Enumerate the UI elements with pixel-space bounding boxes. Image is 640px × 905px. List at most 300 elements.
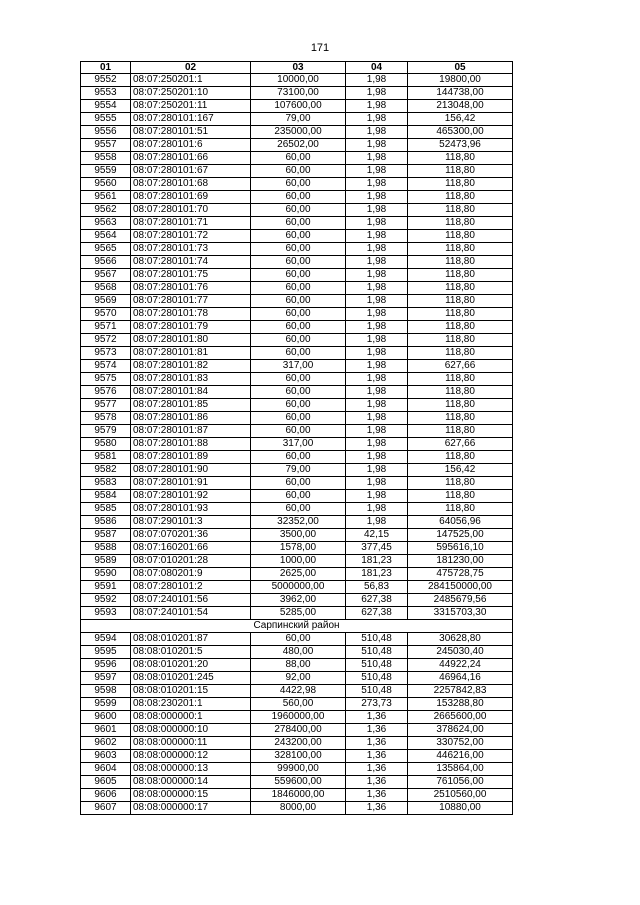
table-row	[81, 516, 513, 529]
table-row	[81, 113, 513, 126]
table-row	[81, 425, 513, 438]
table-cell-col-3: 60,00	[251, 373, 346, 386]
table-cell-col-4: 1,98	[346, 165, 408, 178]
table-cell-col-5: 181230,00	[408, 555, 513, 568]
table-row	[81, 763, 513, 776]
table-row	[81, 360, 513, 373]
table-cell-col-3: 5285,00	[251, 607, 346, 620]
table-cell-col-5: 147525,00	[408, 529, 513, 542]
table-cell-col-2: 08:08:000000:1	[131, 711, 251, 724]
table-row	[81, 152, 513, 165]
table-cell-col-5: 2485679,56	[408, 594, 513, 607]
table-cell-col-5: 627,66	[408, 360, 513, 373]
table-cell-col-1: 9574	[81, 360, 131, 373]
table-row	[81, 87, 513, 100]
table-cell-col-1: 9592	[81, 594, 131, 607]
table-cell-col-4: 1,98	[346, 282, 408, 295]
table-cell-col-1: 9582	[81, 464, 131, 477]
table-cell-col-3: 60,00	[251, 165, 346, 178]
table-cell-col-2: 08:07:280101:87	[131, 425, 251, 438]
section-title: Сарпинский район	[81, 620, 513, 633]
table-cell-col-4: 1,98	[346, 100, 408, 113]
table-row	[81, 659, 513, 672]
table-cell-col-1: 9552	[81, 74, 131, 87]
table-cell-col-1: 9555	[81, 113, 131, 126]
table-cell-col-2: 08:07:280101:91	[131, 477, 251, 490]
table-cell-col-5: 118,80	[408, 165, 513, 178]
table-cell-col-5: 118,80	[408, 334, 513, 347]
table-cell-col-3: 79,00	[251, 464, 346, 477]
table-row	[81, 295, 513, 308]
table-cell-col-4: 627,38	[346, 607, 408, 620]
table-cell-col-3: 60,00	[251, 321, 346, 334]
table-cell-col-3: 60,00	[251, 451, 346, 464]
table-cell-col-2: 08:07:280101:79	[131, 321, 251, 334]
table-cell-col-2: 08:08:010201:245	[131, 672, 251, 685]
table-cell-col-2: 08:08:010201:5	[131, 646, 251, 659]
table-cell-col-1: 9581	[81, 451, 131, 464]
section-row	[81, 620, 513, 633]
table-cell-col-3: 4422,98	[251, 685, 346, 698]
table-row	[81, 412, 513, 425]
table-cell-col-2: 08:07:010201:28	[131, 555, 251, 568]
table-cell-col-1: 9605	[81, 776, 131, 789]
table-cell-col-1: 9589	[81, 555, 131, 568]
table-cell-col-3: 79,00	[251, 113, 346, 126]
table-cell-col-1: 9553	[81, 87, 131, 100]
table-cell-col-1: 9596	[81, 659, 131, 672]
table-cell-col-1: 9584	[81, 490, 131, 503]
table-cell-col-5: 118,80	[408, 295, 513, 308]
table-cell-col-5: 44922,24	[408, 659, 513, 672]
table-cell-col-4: 1,98	[346, 386, 408, 399]
table-cell-col-3: 278400,00	[251, 724, 346, 737]
table-cell-col-1: 9565	[81, 243, 131, 256]
table-cell-col-3: 60,00	[251, 503, 346, 516]
table-cell-col-1: 9591	[81, 581, 131, 594]
table-cell-col-1: 9587	[81, 529, 131, 542]
table-cell-col-3: 3500,00	[251, 529, 346, 542]
table-cell-col-2: 08:07:280101:51	[131, 126, 251, 139]
table-cell-col-5: 118,80	[408, 425, 513, 438]
table-cell-col-3: 3962,00	[251, 594, 346, 607]
table-cell-col-4: 510,48	[346, 646, 408, 659]
column-header-05: 05	[408, 62, 513, 74]
table-cell-col-2: 08:07:280101:75	[131, 269, 251, 282]
table-cell-col-3: 480,00	[251, 646, 346, 659]
table-cell-col-2: 08:07:290101:3	[131, 516, 251, 529]
table-cell-col-3: 1960000,00	[251, 711, 346, 724]
table-cell-col-5: 19800,00	[408, 74, 513, 87]
table-cell-col-2: 08:07:280101:70	[131, 204, 251, 217]
table-row	[81, 711, 513, 724]
table-cell-col-1: 9558	[81, 152, 131, 165]
table-cell-col-4: 1,98	[346, 373, 408, 386]
table-cell-col-5: 118,80	[408, 412, 513, 425]
table-cell-col-4: 1,98	[346, 87, 408, 100]
table-cell-col-3: 60,00	[251, 230, 346, 243]
table-cell-col-5: 156,42	[408, 464, 513, 477]
table-cell-col-1: 9559	[81, 165, 131, 178]
table-cell-col-2: 08:07:280101:80	[131, 334, 251, 347]
table-cell-col-2: 08:08:010201:87	[131, 633, 251, 646]
table-cell-col-5: 118,80	[408, 490, 513, 503]
table-cell-col-4: 1,98	[346, 269, 408, 282]
table-cell-col-2: 08:08:230201:1	[131, 698, 251, 711]
table-cell-col-5: 118,80	[408, 399, 513, 412]
table-cell-col-4: 1,36	[346, 776, 408, 789]
table-cell-col-4: 56,83	[346, 581, 408, 594]
table-cell-col-2: 08:07:280101:89	[131, 451, 251, 464]
table-cell-col-4: 510,48	[346, 685, 408, 698]
table-cell-col-3: 2625,00	[251, 568, 346, 581]
table-cell-col-1: 9561	[81, 191, 131, 204]
table-row	[81, 724, 513, 737]
table-row	[81, 165, 513, 178]
table-cell-col-1: 9568	[81, 282, 131, 295]
table-cell-col-4: 1,98	[346, 490, 408, 503]
table-cell-col-3: 73100,00	[251, 87, 346, 100]
table-row	[81, 776, 513, 789]
table-cell-col-3: 60,00	[251, 256, 346, 269]
table-cell-col-5: 446216,00	[408, 750, 513, 763]
table-cell-col-4: 1,98	[346, 204, 408, 217]
table-cell-col-4: 1,98	[346, 438, 408, 451]
table-cell-col-3: 10000,00	[251, 74, 346, 87]
table-cell-col-2: 08:07:280101:2	[131, 581, 251, 594]
table-row	[81, 308, 513, 321]
table-cell-col-1: 9562	[81, 204, 131, 217]
table-cell-col-2: 08:07:240101:56	[131, 594, 251, 607]
table-cell-col-1: 9585	[81, 503, 131, 516]
table-cell-col-1: 9563	[81, 217, 131, 230]
table-cell-col-4: 1,98	[346, 152, 408, 165]
table-cell-col-3: 60,00	[251, 477, 346, 490]
table-cell-col-1: 9572	[81, 334, 131, 347]
table-cell-col-2: 08:08:000000:12	[131, 750, 251, 763]
table-cell-col-4: 1,98	[346, 230, 408, 243]
table-cell-col-4: 1,98	[346, 399, 408, 412]
table-cell-col-4: 627,38	[346, 594, 408, 607]
table-cell-col-2: 08:08:000000:10	[131, 724, 251, 737]
table-row	[81, 282, 513, 295]
table-cell-col-3: 5000000,00	[251, 581, 346, 594]
table-cell-col-4: 1,98	[346, 334, 408, 347]
table-cell-col-1: 9571	[81, 321, 131, 334]
table-row	[81, 451, 513, 464]
table-cell-col-4: 181,23	[346, 555, 408, 568]
table-cell-col-4: 1,36	[346, 724, 408, 737]
table-cell-col-2: 08:07:240101:54	[131, 607, 251, 620]
table-cell-col-3: 92,00	[251, 672, 346, 685]
table-row	[81, 334, 513, 347]
table-cell-col-4: 1,98	[346, 412, 408, 425]
table-cell-col-2: 08:08:000000:17	[131, 802, 251, 815]
table-row	[81, 789, 513, 802]
table-row	[81, 594, 513, 607]
table-cell-col-3: 60,00	[251, 191, 346, 204]
table-cell-col-2: 08:07:080201:9	[131, 568, 251, 581]
table-cell-col-5: 118,80	[408, 217, 513, 230]
table-cell-col-1: 9583	[81, 477, 131, 490]
table-cell-col-1: 9594	[81, 633, 131, 646]
table-cell-col-4: 1,98	[346, 503, 408, 516]
table-cell-col-3: 328100,00	[251, 750, 346, 763]
table-cell-col-2: 08:07:280101:69	[131, 191, 251, 204]
table-row	[81, 672, 513, 685]
table-cell-col-3: 88,00	[251, 659, 346, 672]
table-cell-col-3: 60,00	[251, 347, 346, 360]
table-cell-col-2: 08:07:280101:77	[131, 295, 251, 308]
table-cell-col-2: 08:07:280101:93	[131, 503, 251, 516]
table-cell-col-2: 08:07:160201:66	[131, 542, 251, 555]
page-number: 171	[310, 42, 330, 54]
table-cell-col-2: 08:08:000000:11	[131, 737, 251, 750]
table-cell-col-1: 9567	[81, 269, 131, 282]
table-cell-col-1: 9564	[81, 230, 131, 243]
table-cell-col-5: 378624,00	[408, 724, 513, 737]
table-cell-col-4: 1,98	[346, 243, 408, 256]
table-cell-col-1: 9560	[81, 178, 131, 191]
table-cell-col-5: 118,80	[408, 178, 513, 191]
table-cell-col-1: 9588	[81, 542, 131, 555]
table-cell-col-4: 1,98	[346, 425, 408, 438]
table-cell-col-5: 330752,00	[408, 737, 513, 750]
table-cell-col-2: 08:07:280101:6	[131, 139, 251, 152]
table-row	[81, 191, 513, 204]
table-cell-col-5: 2665600,00	[408, 711, 513, 724]
table-row	[81, 555, 513, 568]
table-cell-col-2: 08:08:000000:14	[131, 776, 251, 789]
table-cell-col-3: 60,00	[251, 386, 346, 399]
table-cell-col-4: 377,45	[346, 542, 408, 555]
table-cell-col-4: 1,98	[346, 139, 408, 152]
column-header-03: 03	[251, 62, 346, 74]
table-cell-col-1: 9578	[81, 412, 131, 425]
table-row	[81, 529, 513, 542]
table-cell-col-3: 60,00	[251, 282, 346, 295]
table-row	[81, 568, 513, 581]
table-cell-col-5: 118,80	[408, 321, 513, 334]
table-cell-col-5: 144738,00	[408, 87, 513, 100]
table-cell-col-5: 118,80	[408, 256, 513, 269]
table-cell-col-2: 08:08:010201:20	[131, 659, 251, 672]
table-cell-col-5: 153288,80	[408, 698, 513, 711]
table-cell-col-5: 118,80	[408, 477, 513, 490]
table-row	[81, 490, 513, 503]
table-cell-col-2: 08:07:280101:92	[131, 490, 251, 503]
table-row	[81, 646, 513, 659]
table-cell-col-4: 510,48	[346, 659, 408, 672]
table-cell-col-3: 8000,00	[251, 802, 346, 815]
table-cell-col-2: 08:07:280101:86	[131, 412, 251, 425]
table-cell-col-2: 08:08:000000:15	[131, 789, 251, 802]
table-cell-col-3: 60,00	[251, 490, 346, 503]
table-cell-col-3: 60,00	[251, 178, 346, 191]
table-cell-col-4: 1,98	[346, 295, 408, 308]
table-cell-col-5: 118,80	[408, 243, 513, 256]
table-cell-col-2: 08:07:250201:10	[131, 87, 251, 100]
table-cell-col-2: 08:07:070201:36	[131, 529, 251, 542]
table-cell-col-3: 1578,00	[251, 542, 346, 555]
table-row	[81, 204, 513, 217]
table-row	[81, 802, 513, 815]
table-cell-col-3: 1000,00	[251, 555, 346, 568]
table-cell-col-5: 595616,10	[408, 542, 513, 555]
column-header-04: 04	[346, 62, 408, 74]
table-cell-col-5: 627,66	[408, 438, 513, 451]
table-cell-col-3: 243200,00	[251, 737, 346, 750]
table-cell-col-5: 118,80	[408, 503, 513, 516]
table-cell-col-3: 60,00	[251, 152, 346, 165]
table-cell-col-1: 9570	[81, 308, 131, 321]
table-cell-col-5: 284150000,00	[408, 581, 513, 594]
table-row	[81, 347, 513, 360]
table-cell-col-3: 107600,00	[251, 100, 346, 113]
column-header-01: 01	[81, 62, 131, 74]
table-cell-col-3: 26502,00	[251, 139, 346, 152]
table-cell-col-1: 9556	[81, 126, 131, 139]
table-cell-col-3: 60,00	[251, 412, 346, 425]
table-cell-col-1: 9599	[81, 698, 131, 711]
table-cell-col-5: 118,80	[408, 204, 513, 217]
table-cell-col-2: 08:07:280101:90	[131, 464, 251, 477]
table-row	[81, 230, 513, 243]
table-cell-col-1: 9557	[81, 139, 131, 152]
table-row	[81, 269, 513, 282]
table-cell-col-3: 32352,00	[251, 516, 346, 529]
table-cell-col-5: 64056,96	[408, 516, 513, 529]
table-cell-col-4: 510,48	[346, 672, 408, 685]
table-cell-col-4: 1,98	[346, 178, 408, 191]
table-cell-col-4: 1,98	[346, 477, 408, 490]
table-cell-col-4: 1,36	[346, 750, 408, 763]
table-cell-col-4: 510,48	[346, 633, 408, 646]
table-row	[81, 477, 513, 490]
table-cell-col-4: 1,98	[346, 217, 408, 230]
table-header-row	[81, 62, 513, 74]
table-cell-col-2: 08:07:250201:1	[131, 74, 251, 87]
table-row	[81, 217, 513, 230]
table-cell-col-2: 08:07:280101:167	[131, 113, 251, 126]
table-cell-col-4: 1,98	[346, 451, 408, 464]
table-cell-col-1: 9579	[81, 425, 131, 438]
table-cell-col-4: 181,23	[346, 568, 408, 581]
table-cell-col-1: 9601	[81, 724, 131, 737]
table-cell-col-1: 9586	[81, 516, 131, 529]
table-cell-col-5: 118,80	[408, 308, 513, 321]
table-cell-col-3: 560,00	[251, 698, 346, 711]
table-row	[81, 607, 513, 620]
table-row	[81, 373, 513, 386]
table-cell-col-1: 9566	[81, 256, 131, 269]
table-cell-col-4: 1,36	[346, 763, 408, 776]
table-cell-col-5: 465300,00	[408, 126, 513, 139]
table-cell-col-3: 60,00	[251, 308, 346, 321]
table-cell-col-2: 08:07:280101:68	[131, 178, 251, 191]
table-row	[81, 74, 513, 87]
table-cell-col-4: 1,98	[346, 113, 408, 126]
table-cell-col-1: 9597	[81, 672, 131, 685]
table-cell-col-2: 08:08:000000:13	[131, 763, 251, 776]
table-cell-col-5: 2510560,00	[408, 789, 513, 802]
table-cell-col-3: 60,00	[251, 295, 346, 308]
table-cell-col-4: 1,98	[346, 321, 408, 334]
table-cell-col-3: 60,00	[251, 217, 346, 230]
table-cell-col-5: 135864,00	[408, 763, 513, 776]
table-cell-col-5: 30628,80	[408, 633, 513, 646]
table-cell-col-5: 10880,00	[408, 802, 513, 815]
table-cell-col-2: 08:07:280101:81	[131, 347, 251, 360]
table-cell-col-4: 1,98	[346, 256, 408, 269]
table-cell-col-4: 1,98	[346, 74, 408, 87]
table-cell-col-5: 118,80	[408, 230, 513, 243]
table-cell-col-3: 99900,00	[251, 763, 346, 776]
table-row	[81, 464, 513, 477]
table-row	[81, 542, 513, 555]
table-cell-col-3: 60,00	[251, 269, 346, 282]
table-row	[81, 256, 513, 269]
table-cell-col-1: 9575	[81, 373, 131, 386]
table-cell-col-1: 9576	[81, 386, 131, 399]
table-cell-col-5: 213048,00	[408, 100, 513, 113]
data-table	[80, 61, 513, 815]
table-cell-col-2: 08:07:280101:72	[131, 230, 251, 243]
table-cell-col-5: 761056,00	[408, 776, 513, 789]
table-row	[81, 386, 513, 399]
table-cell-col-1: 9577	[81, 399, 131, 412]
table-cell-col-2: 08:08:010201:15	[131, 685, 251, 698]
table-cell-col-3: 60,00	[251, 425, 346, 438]
table-row	[81, 126, 513, 139]
table-cell-col-1: 9590	[81, 568, 131, 581]
table-cell-col-5: 52473,96	[408, 139, 513, 152]
table-row	[81, 100, 513, 113]
table-cell-col-3: 60,00	[251, 399, 346, 412]
table-cell-col-2: 08:07:280101:78	[131, 308, 251, 321]
table-cell-col-4: 1,98	[346, 360, 408, 373]
table-cell-col-5: 156,42	[408, 113, 513, 126]
table-cell-col-4: 1,36	[346, 711, 408, 724]
table-cell-col-3: 60,00	[251, 204, 346, 217]
table-cell-col-3: 60,00	[251, 633, 346, 646]
table-cell-col-4: 1,36	[346, 789, 408, 802]
table-row	[81, 139, 513, 152]
table-cell-col-1: 9554	[81, 100, 131, 113]
table-row	[81, 178, 513, 191]
table-cell-col-1: 9604	[81, 763, 131, 776]
table-cell-col-4: 1,98	[346, 308, 408, 321]
table-cell-col-5: 475728,75	[408, 568, 513, 581]
table-cell-col-3: 559600,00	[251, 776, 346, 789]
table-cell-col-5: 118,80	[408, 282, 513, 295]
table-cell-col-2: 08:07:280101:74	[131, 256, 251, 269]
table-cell-col-5: 118,80	[408, 347, 513, 360]
table-cell-col-3: 1846000,00	[251, 789, 346, 802]
table-row	[81, 438, 513, 451]
table-row	[81, 399, 513, 412]
table-cell-col-1: 9600	[81, 711, 131, 724]
table-row	[81, 633, 513, 646]
table-cell-col-1: 9606	[81, 789, 131, 802]
table-cell-col-2: 08:07:280101:66	[131, 152, 251, 165]
table-cell-col-2: 08:07:280101:82	[131, 360, 251, 373]
table-cell-col-4: 273,73	[346, 698, 408, 711]
table-cell-col-5: 245030,40	[408, 646, 513, 659]
table-cell-col-1: 9593	[81, 607, 131, 620]
table-row	[81, 685, 513, 698]
table-cell-col-1: 9580	[81, 438, 131, 451]
